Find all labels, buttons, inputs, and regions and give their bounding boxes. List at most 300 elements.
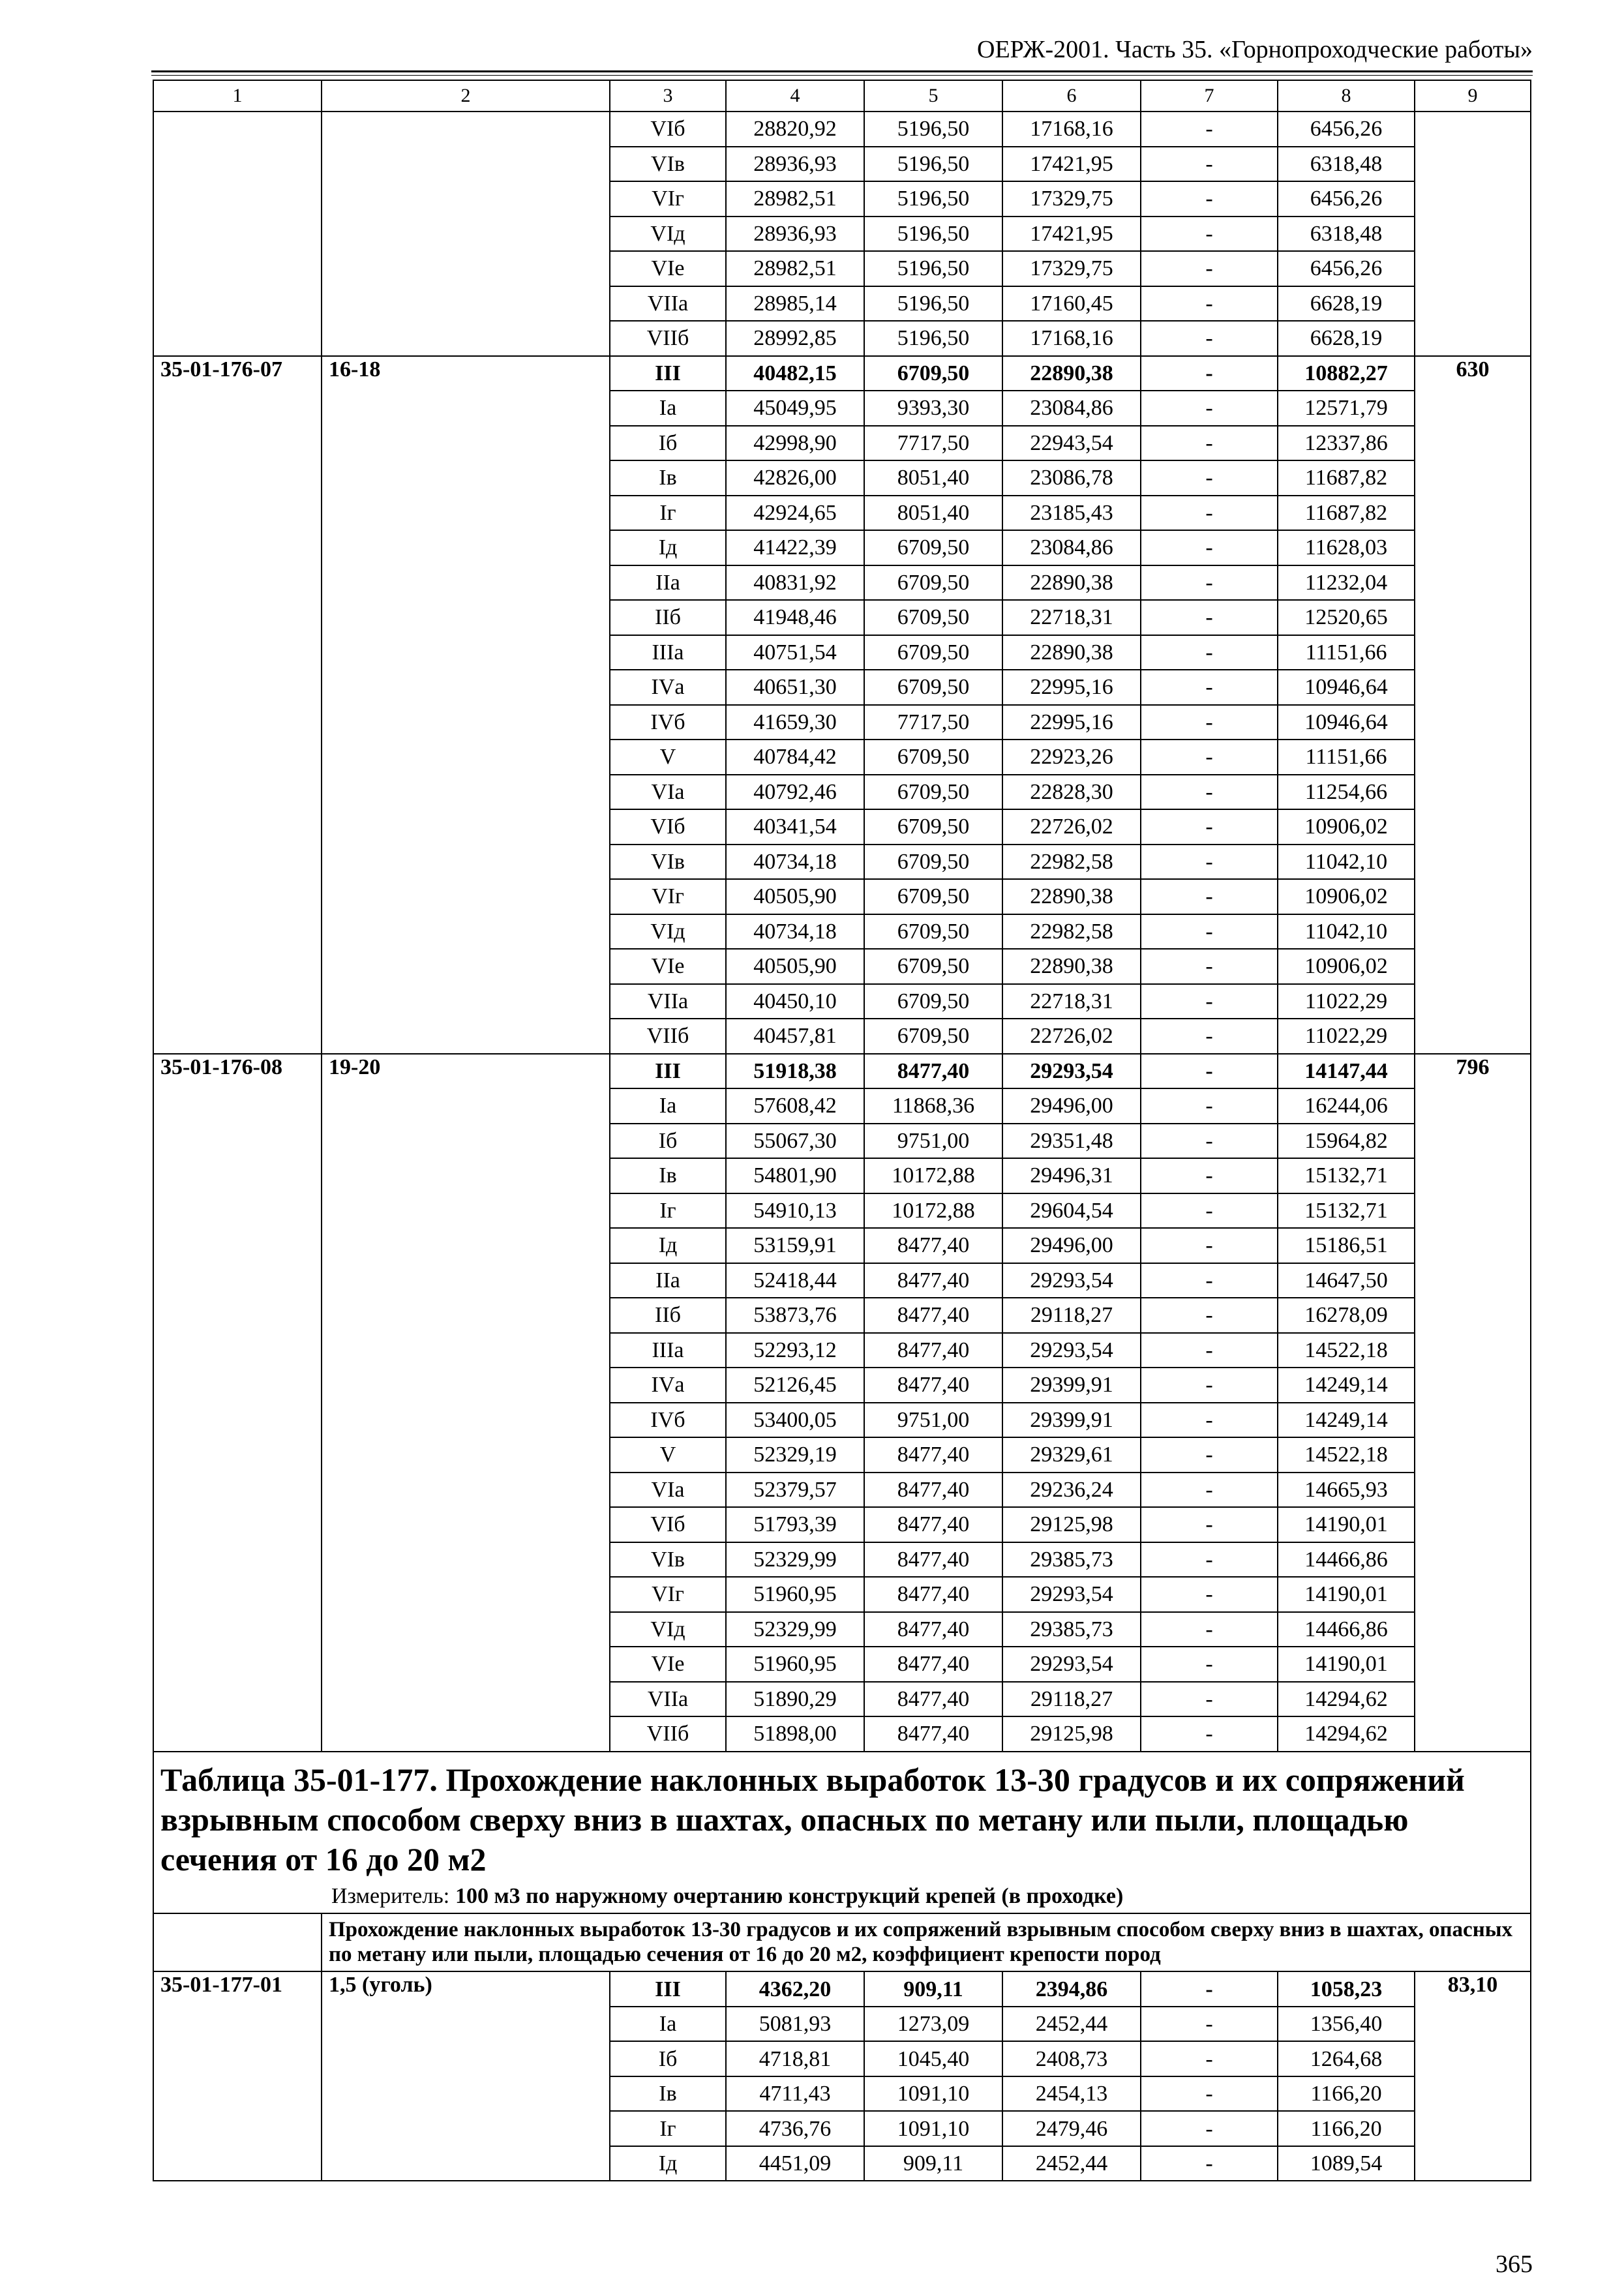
value-cell: 11687,82 <box>1278 496 1415 531</box>
rate-code: 35-01-177-01 <box>153 1971 322 2181</box>
value-cell: 40341,54 <box>726 809 864 845</box>
value-cell: - <box>1141 251 1278 286</box>
value-cell: 1091,10 <box>864 2076 1002 2112</box>
value-cell: - <box>1141 565 1278 601</box>
zone-cell: VIв <box>610 845 726 880</box>
value-cell: - <box>1141 1263 1278 1298</box>
value-cell: 55067,30 <box>726 1124 864 1159</box>
value-cell: 42998,90 <box>726 426 864 461</box>
value-cell: - <box>1141 1682 1278 1717</box>
value-cell: 6709,50 <box>864 845 1002 880</box>
column-number: 3 <box>610 80 726 112</box>
zone-cell: Iг <box>610 496 726 531</box>
column-number-row <box>153 80 1531 112</box>
value-cell: 8477,40 <box>864 1612 1002 1647</box>
value-cell: 29351,48 <box>1002 1124 1141 1159</box>
value-cell: 6456,26 <box>1278 112 1415 147</box>
value-cell: 28992,85 <box>726 321 864 356</box>
value-cell: 54910,13 <box>726 1193 864 1229</box>
value-cell: 22890,38 <box>1002 356 1141 391</box>
value-cell: 1089,54 <box>1278 2146 1415 2181</box>
labor-cost-cell: 630 <box>1415 356 1531 1054</box>
zone-cell: Iг <box>610 1193 726 1229</box>
value-cell: 52379,57 <box>726 1473 864 1508</box>
value-cell: 6709,50 <box>864 356 1002 391</box>
meter-label: Измеритель: <box>331 1883 450 1908</box>
value-cell: - <box>1141 1124 1278 1159</box>
zone-cell: VIIа <box>610 984 726 1019</box>
zone-cell: VIв <box>610 1542 726 1578</box>
value-cell: 52329,99 <box>726 1612 864 1647</box>
zone-cell: VIа <box>610 775 726 810</box>
value-cell: 2408,73 <box>1002 2041 1141 2076</box>
value-cell: 52126,45 <box>726 1368 864 1403</box>
value-cell: - <box>1141 2111 1278 2146</box>
value-cell: 22828,30 <box>1002 775 1141 810</box>
column-number: 5 <box>864 80 1002 112</box>
value-cell: 6628,19 <box>1278 286 1415 322</box>
value-cell: 17160,45 <box>1002 286 1141 322</box>
value-cell: - <box>1141 1333 1278 1368</box>
value-cell: 29496,00 <box>1002 1088 1141 1124</box>
value-cell: - <box>1141 635 1278 670</box>
value-cell: 40505,90 <box>726 879 864 914</box>
value-cell: 11042,10 <box>1278 845 1415 880</box>
value-cell: - <box>1141 845 1278 880</box>
value-cell: 15132,71 <box>1278 1158 1415 1193</box>
value-cell: - <box>1141 426 1278 461</box>
value-cell: 40482,15 <box>726 356 864 391</box>
zone-cell: IIа <box>610 565 726 601</box>
value-cell: 10946,64 <box>1278 670 1415 705</box>
value-cell: 6709,50 <box>864 670 1002 705</box>
value-cell: - <box>1141 1716 1278 1752</box>
value-cell: 51890,29 <box>726 1682 864 1717</box>
value-cell: 11254,66 <box>1278 775 1415 810</box>
zone-cell: Iа <box>610 2007 726 2042</box>
value-cell: 22982,58 <box>1002 914 1141 950</box>
value-cell: 6709,50 <box>864 775 1002 810</box>
value-cell: 14522,18 <box>1278 1437 1415 1473</box>
value-cell: - <box>1141 147 1278 182</box>
zone-cell: VIIб <box>610 1019 726 1054</box>
value-cell: 29236,24 <box>1002 1473 1141 1508</box>
value-cell: 29118,27 <box>1002 1298 1141 1333</box>
value-cell: 40784,42 <box>726 740 864 775</box>
zone-cell: Iд <box>610 530 726 565</box>
value-cell: 17168,16 <box>1002 321 1141 356</box>
column-number: 9 <box>1415 80 1531 112</box>
value-cell: 22726,02 <box>1002 809 1141 845</box>
value-cell: 12571,79 <box>1278 391 1415 426</box>
value-cell: 42924,65 <box>726 496 864 531</box>
value-cell: 29125,98 <box>1002 1507 1141 1542</box>
zone-cell: VIIа <box>610 286 726 322</box>
value-cell: 6709,50 <box>864 565 1002 601</box>
zone-cell: V <box>610 1437 726 1473</box>
zone-cell: Iб <box>610 1124 726 1159</box>
value-cell: - <box>1141 1542 1278 1578</box>
value-cell: 1045,40 <box>864 2041 1002 2076</box>
value-cell: 6709,50 <box>864 949 1002 984</box>
zone-cell: III <box>610 1054 726 1089</box>
value-cell: 10172,88 <box>864 1193 1002 1229</box>
value-cell: 10906,02 <box>1278 949 1415 984</box>
value-cell: 22718,31 <box>1002 984 1141 1019</box>
value-cell: 29293,54 <box>1002 1647 1141 1682</box>
rock-parameter: 19-20 <box>322 1054 610 1752</box>
value-cell: 6318,48 <box>1278 217 1415 252</box>
value-cell: 10172,88 <box>864 1158 1002 1193</box>
value-cell: 29293,54 <box>1002 1263 1141 1298</box>
value-cell: 10906,02 <box>1278 809 1415 845</box>
value-cell: 23084,86 <box>1002 391 1141 426</box>
value-cell: - <box>1141 530 1278 565</box>
zone-cell: VIе <box>610 251 726 286</box>
empty-code-cell <box>153 1913 322 1972</box>
value-cell: - <box>1141 286 1278 322</box>
value-cell: 8477,40 <box>864 1507 1002 1542</box>
value-cell: 6709,50 <box>864 530 1002 565</box>
value-cell: 29496,00 <box>1002 1228 1141 1263</box>
zone-cell: Iв <box>610 1158 726 1193</box>
zone-cell: IVа <box>610 670 726 705</box>
value-cell: - <box>1141 1054 1278 1089</box>
value-cell: 52418,44 <box>726 1263 864 1298</box>
zone-cell: Iд <box>610 1228 726 1263</box>
value-cell: 6456,26 <box>1278 181 1415 217</box>
value-cell: 28936,93 <box>726 147 864 182</box>
value-cell: 8051,40 <box>864 496 1002 531</box>
value-cell: 53400,05 <box>726 1403 864 1438</box>
value-cell: 22718,31 <box>1002 600 1141 635</box>
value-cell: 28982,51 <box>726 181 864 217</box>
value-cell: 41422,39 <box>726 530 864 565</box>
value-cell: 10946,64 <box>1278 705 1415 740</box>
zone-cell: VIб <box>610 809 726 845</box>
value-cell: 6709,50 <box>864 914 1002 950</box>
value-cell: - <box>1141 670 1278 705</box>
zone-cell: VIIа <box>610 1682 726 1717</box>
value-cell: 8477,40 <box>864 1473 1002 1508</box>
value-cell: 6709,50 <box>864 879 1002 914</box>
zone-cell: VIб <box>610 112 726 147</box>
value-cell: 17421,95 <box>1002 147 1141 182</box>
value-cell: 15132,71 <box>1278 1193 1415 1229</box>
value-cell: 41659,30 <box>726 705 864 740</box>
value-cell: 6709,50 <box>864 635 1002 670</box>
value-cell: 5196,50 <box>864 181 1002 217</box>
value-cell: - <box>1141 1473 1278 1508</box>
value-cell: 29385,73 <box>1002 1612 1141 1647</box>
value-cell: 15186,51 <box>1278 1228 1415 1263</box>
value-cell: 22890,38 <box>1002 565 1141 601</box>
table-title: Таблица 35-01-177. Прохождение наклонных выработок 13-30 градусов и их сопряжений взрывным способом сверху вниз в шахтах, опасных по метану или пыли, площадью сечения от 16 до 20 м2 <box>160 1761 1465 1878</box>
value-cell: 40734,18 <box>726 914 864 950</box>
zone-cell: VIе <box>610 1647 726 1682</box>
value-cell: 40450,10 <box>726 984 864 1019</box>
page-header: ОЕРЖ-2001. Часть 35. «Горнопроходческие работы» <box>977 36 1533 63</box>
zone-cell: IIа <box>610 1263 726 1298</box>
labor-cost-cell <box>1415 112 1531 356</box>
value-cell: - <box>1141 1403 1278 1438</box>
value-cell: 5196,50 <box>864 286 1002 322</box>
value-cell: - <box>1141 1088 1278 1124</box>
zone-cell: IIб <box>610 1298 726 1333</box>
labor-cost-cell: 796 <box>1415 1054 1531 1752</box>
meter-value: 100 м3 по наружному очертанию конструкций крепей (в проходке) <box>455 1883 1124 1908</box>
value-cell: 11868,36 <box>864 1088 1002 1124</box>
value-cell: 4736,76 <box>726 2111 864 2146</box>
value-cell: 52329,99 <box>726 1542 864 1578</box>
table-row <box>153 356 1531 391</box>
value-cell: 14190,01 <box>1278 1507 1415 1542</box>
value-cell: 29293,54 <box>1002 1333 1141 1368</box>
value-cell: 7717,50 <box>864 426 1002 461</box>
rate-code: 35-01-176-08 <box>153 1054 322 1752</box>
value-cell: 17168,16 <box>1002 112 1141 147</box>
value-cell: 6709,50 <box>864 1019 1002 1054</box>
value-cell: 17329,75 <box>1002 251 1141 286</box>
value-cell: 28985,14 <box>726 286 864 322</box>
value-cell: 22890,38 <box>1002 635 1141 670</box>
empty-param-cell <box>322 112 610 356</box>
zone-cell: VIд <box>610 914 726 950</box>
value-cell: 8477,40 <box>864 1577 1002 1612</box>
value-cell: 5196,50 <box>864 321 1002 356</box>
value-cell: 1166,20 <box>1278 2076 1415 2112</box>
table-row <box>153 112 1531 147</box>
value-cell: - <box>1141 949 1278 984</box>
value-cell: 1058,23 <box>1278 1971 1415 2007</box>
zone-cell: VIд <box>610 217 726 252</box>
value-cell: 14249,14 <box>1278 1368 1415 1403</box>
value-cell: 9751,00 <box>864 1124 1002 1159</box>
header-rule-thin <box>151 75 1533 76</box>
value-cell: 28820,92 <box>726 112 864 147</box>
value-cell: 8477,40 <box>864 1263 1002 1298</box>
value-cell: 8477,40 <box>864 1437 1002 1473</box>
value-cell: 10906,02 <box>1278 879 1415 914</box>
value-cell: 8477,40 <box>864 1542 1002 1578</box>
value-cell: 41948,46 <box>726 600 864 635</box>
value-cell: 11687,82 <box>1278 460 1415 496</box>
table-title-row <box>153 1752 1531 1913</box>
value-cell: 8477,40 <box>864 1228 1002 1263</box>
value-cell: 29496,31 <box>1002 1158 1141 1193</box>
value-cell: 2452,44 <box>1002 2007 1141 2042</box>
table-row <box>153 1971 1531 2007</box>
value-cell: - <box>1141 1971 1278 2007</box>
zone-cell: Iв <box>610 460 726 496</box>
zone-cell: Iа <box>610 1088 726 1124</box>
value-cell: 40457,81 <box>726 1019 864 1054</box>
meter-row <box>160 1883 1524 1909</box>
value-cell: 909,11 <box>864 2146 1002 2181</box>
zone-cell: Iа <box>610 391 726 426</box>
value-cell: 14294,62 <box>1278 1682 1415 1717</box>
value-cell: - <box>1141 1228 1278 1263</box>
value-cell: - <box>1141 1612 1278 1647</box>
value-cell: - <box>1141 1158 1278 1193</box>
value-cell: 54801,90 <box>726 1158 864 1193</box>
value-cell: 22923,26 <box>1002 740 1141 775</box>
value-cell: 22995,16 <box>1002 705 1141 740</box>
value-cell: 42826,00 <box>726 460 864 496</box>
zone-cell: III <box>610 356 726 391</box>
value-cell: 57608,42 <box>726 1088 864 1124</box>
zone-cell: VIIб <box>610 321 726 356</box>
value-cell: 23185,43 <box>1002 496 1141 531</box>
value-cell: 14147,44 <box>1278 1054 1415 1089</box>
value-cell: 28982,51 <box>726 251 864 286</box>
zone-cell: IVа <box>610 1368 726 1403</box>
value-cell: - <box>1141 809 1278 845</box>
value-cell: 22890,38 <box>1002 949 1141 984</box>
value-cell: - <box>1141 740 1278 775</box>
value-cell: 23084,86 <box>1002 530 1141 565</box>
zone-cell: Iб <box>610 426 726 461</box>
value-cell: - <box>1141 2007 1278 2042</box>
column-number: 8 <box>1278 80 1415 112</box>
value-cell: 5196,50 <box>864 217 1002 252</box>
value-cell: - <box>1141 391 1278 426</box>
empty-code-cell <box>153 112 322 356</box>
value-cell: 8477,40 <box>864 1298 1002 1333</box>
table-title-cell <box>153 1752 1531 1913</box>
value-cell: 14190,01 <box>1278 1577 1415 1612</box>
rates-table <box>153 80 1531 2181</box>
value-cell: - <box>1141 1193 1278 1229</box>
column-number: 1 <box>153 80 322 112</box>
value-cell: 40831,92 <box>726 565 864 601</box>
value-cell: 40651,30 <box>726 670 864 705</box>
value-cell: 11022,29 <box>1278 1019 1415 1054</box>
value-cell: 22995,16 <box>1002 670 1141 705</box>
value-cell: - <box>1141 2146 1278 2181</box>
value-cell: 16278,09 <box>1278 1298 1415 1333</box>
value-cell: 14522,18 <box>1278 1333 1415 1368</box>
value-cell: 14665,93 <box>1278 1473 1415 1508</box>
value-cell: 53159,91 <box>726 1228 864 1263</box>
value-cell: 11232,04 <box>1278 565 1415 601</box>
value-cell: - <box>1141 496 1278 531</box>
value-cell: 4718,81 <box>726 2041 864 2076</box>
value-cell: 6709,50 <box>864 600 1002 635</box>
value-cell: 1091,10 <box>864 2111 1002 2146</box>
zone-cell: Iд <box>610 2146 726 2181</box>
value-cell: 29293,54 <box>1002 1577 1141 1612</box>
zone-cell: VIг <box>610 181 726 217</box>
value-cell: 14647,50 <box>1278 1263 1415 1298</box>
value-cell: - <box>1141 914 1278 950</box>
value-cell: 909,11 <box>864 1971 1002 2007</box>
value-cell: 1356,40 <box>1278 2007 1415 2042</box>
value-cell: 29293,54 <box>1002 1054 1141 1089</box>
value-cell: 11628,03 <box>1278 530 1415 565</box>
column-number: 7 <box>1141 80 1278 112</box>
value-cell: - <box>1141 181 1278 217</box>
value-cell: - <box>1141 1368 1278 1403</box>
value-cell: - <box>1141 217 1278 252</box>
value-cell: - <box>1141 1647 1278 1682</box>
value-cell: - <box>1141 1577 1278 1612</box>
value-cell: 51898,00 <box>726 1716 864 1752</box>
page-number: 365 <box>1496 2251 1533 2278</box>
value-cell: 17421,95 <box>1002 217 1141 252</box>
value-cell: 11042,10 <box>1278 914 1415 950</box>
value-cell: 29604,54 <box>1002 1193 1141 1229</box>
zone-cell: VIд <box>610 1612 726 1647</box>
rate-code: 35-01-176-07 <box>153 356 322 1054</box>
value-cell: 6456,26 <box>1278 251 1415 286</box>
zone-cell: IVб <box>610 1403 726 1438</box>
value-cell: 15964,82 <box>1278 1124 1415 1159</box>
value-cell: - <box>1141 321 1278 356</box>
zone-cell: III <box>610 1971 726 2007</box>
value-cell: 5081,93 <box>726 2007 864 2042</box>
value-cell: 14294,62 <box>1278 1716 1415 1752</box>
description-row <box>153 1913 1531 1972</box>
value-cell: 1166,20 <box>1278 2111 1415 2146</box>
zone-cell: VIг <box>610 1577 726 1612</box>
value-cell: 51960,95 <box>726 1647 864 1682</box>
value-cell: 14249,14 <box>1278 1403 1415 1438</box>
value-cell: - <box>1141 1298 1278 1333</box>
header-rule <box>151 70 1533 72</box>
rock-parameter: 1,5 (уголь) <box>322 1971 610 2181</box>
value-cell: 52293,12 <box>726 1333 864 1368</box>
column-number: 6 <box>1002 80 1141 112</box>
value-cell: - <box>1141 2076 1278 2112</box>
zone-cell: VIIб <box>610 1716 726 1752</box>
value-cell: 23086,78 <box>1002 460 1141 496</box>
value-cell: - <box>1141 984 1278 1019</box>
value-cell: 6709,50 <box>864 984 1002 1019</box>
value-cell: - <box>1141 356 1278 391</box>
value-cell: 8051,40 <box>864 460 1002 496</box>
zone-cell: VIв <box>610 147 726 182</box>
value-cell: - <box>1141 1437 1278 1473</box>
column-number: 4 <box>726 80 864 112</box>
value-cell: 8477,40 <box>864 1647 1002 1682</box>
value-cell: 45049,95 <box>726 391 864 426</box>
value-cell: 4711,43 <box>726 2076 864 2112</box>
table-description: Прохождение наклонных выработок 13-30 градусов и их сопряжений взрывным способом сверху вниз в шахтах, опасных по метану или пыли, площадью сечения от 16 до 20 м2, коэффициент крепости пород <box>322 1913 1531 1972</box>
value-cell: 14466,86 <box>1278 1542 1415 1578</box>
labor-cost-cell: 83,10 <box>1415 1971 1531 2181</box>
zone-cell: VIа <box>610 1473 726 1508</box>
value-cell: 17329,75 <box>1002 181 1141 217</box>
value-cell: 40734,18 <box>726 845 864 880</box>
zone-cell: V <box>610 740 726 775</box>
value-cell: - <box>1141 879 1278 914</box>
zone-cell: IIб <box>610 600 726 635</box>
value-cell: 40792,46 <box>726 775 864 810</box>
value-cell: 1273,09 <box>864 2007 1002 2042</box>
zone-cell: Iг <box>610 2111 726 2146</box>
value-cell: 9393,30 <box>864 391 1002 426</box>
value-cell: 6318,48 <box>1278 147 1415 182</box>
value-cell: - <box>1141 600 1278 635</box>
value-cell: 5196,50 <box>864 147 1002 182</box>
value-cell: 51960,95 <box>726 1577 864 1612</box>
value-cell: 1264,68 <box>1278 2041 1415 2076</box>
column-number: 2 <box>322 80 610 112</box>
value-cell: - <box>1141 112 1278 147</box>
value-cell: 29399,91 <box>1002 1403 1141 1438</box>
value-cell: 11022,29 <box>1278 984 1415 1019</box>
